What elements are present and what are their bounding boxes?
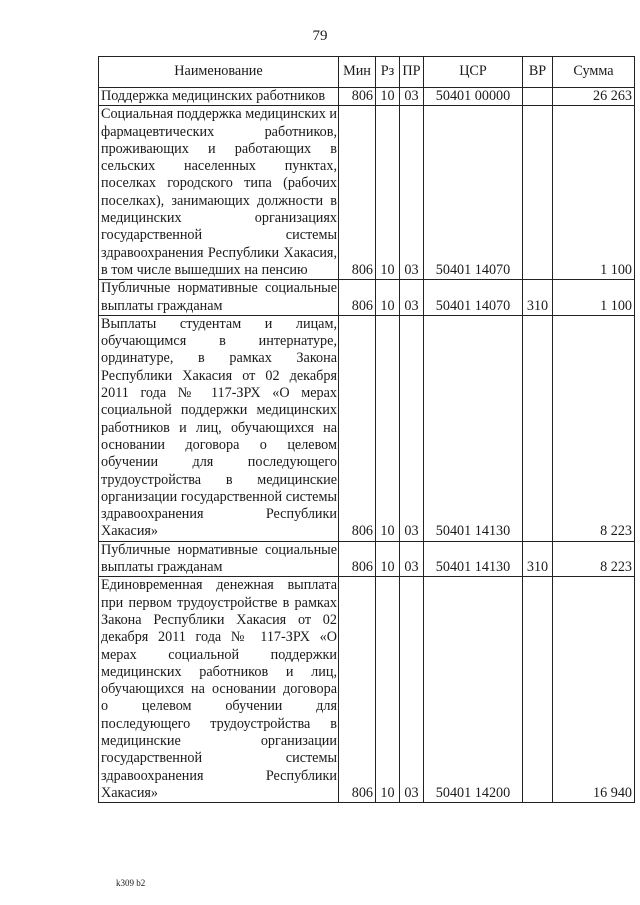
row-vr xyxy=(523,88,553,106)
row-vr xyxy=(523,577,553,803)
table-header-row xyxy=(99,57,635,88)
row-csr: 50401 14130 xyxy=(424,541,523,577)
row-rz: 10 xyxy=(376,577,400,803)
row-rz: 10 xyxy=(376,541,400,577)
row-vr xyxy=(523,106,553,280)
row-min: 806 xyxy=(339,315,376,541)
row-vr: 310 xyxy=(523,541,553,577)
row-sum: 1 100 xyxy=(553,106,635,280)
row-pr: 03 xyxy=(400,88,424,106)
row-pr: 03 xyxy=(400,541,424,577)
row-sum: 8 223 xyxy=(553,541,635,577)
row-pr: 03 xyxy=(400,315,424,541)
row-pr: 03 xyxy=(400,106,424,280)
row-sum: 16 940 xyxy=(553,577,635,803)
row-csr: 50401 00000 xyxy=(424,88,523,106)
header-sum: Сумма xyxy=(553,57,635,88)
row-vr: 310 xyxy=(523,280,553,316)
table-row xyxy=(99,541,635,577)
row-rz: 10 xyxy=(376,106,400,280)
header-min: Мин xyxy=(339,57,376,88)
row-vr xyxy=(523,315,553,541)
table-row xyxy=(99,88,635,106)
budget-table xyxy=(98,56,635,803)
row-rz: 10 xyxy=(376,280,400,316)
table-row xyxy=(99,577,635,803)
header-pr: ПР xyxy=(400,57,424,88)
row-min: 806 xyxy=(339,541,376,577)
header-rz: Рз xyxy=(376,57,400,88)
table-row xyxy=(99,280,635,316)
row-csr: 50401 14070 xyxy=(424,106,523,280)
row-pr: 03 xyxy=(400,280,424,316)
table-row xyxy=(99,315,635,541)
footer-mark: k309 b2 xyxy=(116,878,146,888)
row-csr: 50401 14070 xyxy=(424,280,523,316)
header-name: Наименование xyxy=(99,57,339,88)
header-vr: ВР xyxy=(523,57,553,88)
row-min: 806 xyxy=(339,106,376,280)
row-rz: 10 xyxy=(376,315,400,541)
row-sum: 1 100 xyxy=(553,280,635,316)
row-sum: 8 223 xyxy=(553,315,635,541)
row-min: 806 xyxy=(339,577,376,803)
row-csr: 50401 14130 xyxy=(424,315,523,541)
row-name: Поддержка медицинских работников xyxy=(99,88,339,106)
row-pr: 03 xyxy=(400,577,424,803)
page-number: 79 xyxy=(312,28,328,44)
row-name: Единовременная денежная выплата при первом трудоустройстве в рамках Закона Республики Хакасия от 02 декабря 2011 года № 117-ЗРХ «О мерах социальной поддержки медицинских работников и лиц, обучающихся на основании договора о целевом обучении для последующего трудоустройства в медицинские организации государственной системы здравоохранения Республики Хакасия» xyxy=(99,577,339,803)
row-name: Публичные нормативные социальные выплаты гражданам xyxy=(99,280,339,316)
table-row xyxy=(99,106,635,280)
row-rz: 10 xyxy=(376,88,400,106)
row-sum: 26 263 xyxy=(553,88,635,106)
header-csr: ЦСР xyxy=(424,57,523,88)
row-name: Публичные нормативные социальные выплаты гражданам xyxy=(99,541,339,577)
row-csr: 50401 14200 xyxy=(424,577,523,803)
row-min: 806 xyxy=(339,280,376,316)
row-name: Социальная поддержка медицинских и фармацевтических работников, проживающих и работающих в сельских населенных пунктах, поселках городского типа (рабочих поселках), занимающих должности в медицинских организациях государственной системы здравоохранения Республики Хакасия, в том числе вышедших на пенсию xyxy=(99,106,339,280)
row-name: Выплаты студентам и лицам, обучающимся в интернатуре, ординатуре, в рамках Закона Республики Хакасия от 02 декабря 2011 года № 117-ЗРХ «О мерах социальной поддержки медицинских работников и лиц, обучающихся на основании договора о целевом обучении для последующего трудоустройства в медицинские организации государственной системы здравоохранения Республики Хакасия» xyxy=(99,315,339,541)
row-min: 806 xyxy=(339,88,376,106)
